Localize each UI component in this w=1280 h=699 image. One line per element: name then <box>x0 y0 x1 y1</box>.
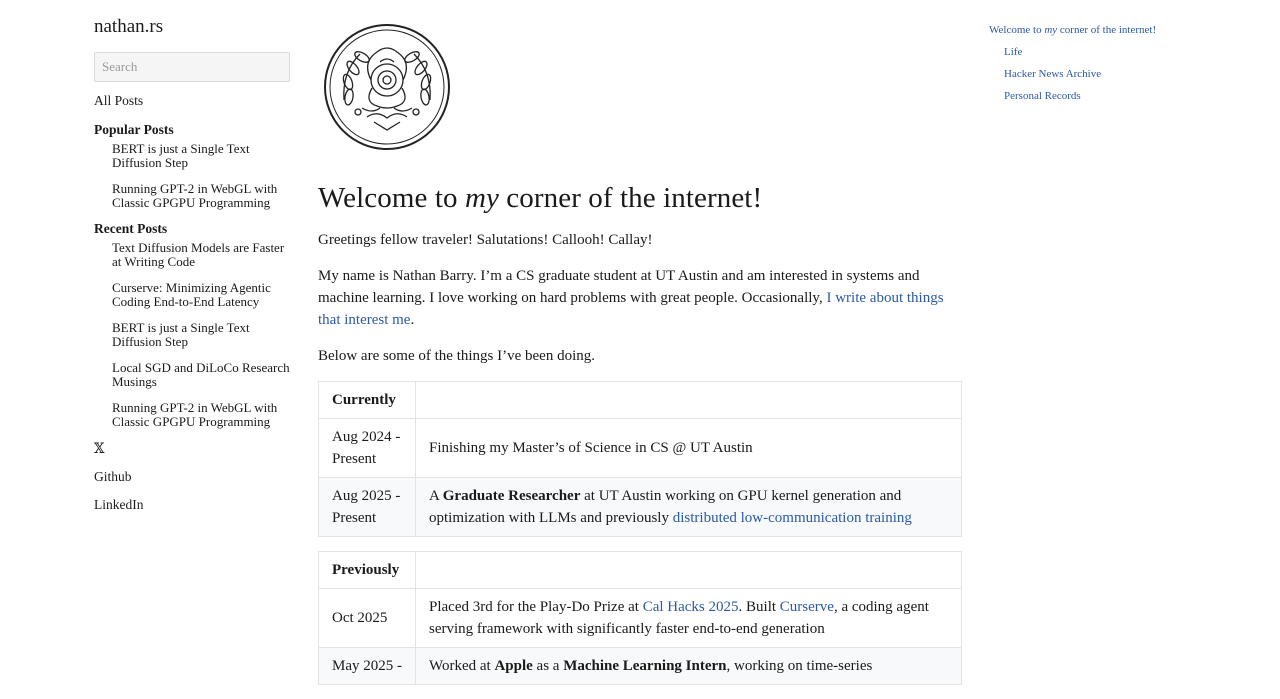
intro-text-end: . <box>410 312 415 328</box>
table-row <box>319 478 962 537</box>
greeting-paragraph: Greetings fellow traveler! Salutations! Callooh! Callay! <box>318 232 653 248</box>
list-item <box>112 281 290 309</box>
table-cell-text: Finishing my Master’s of Science in CS @ UT Austin <box>416 419 962 478</box>
table-cell-date: Aug 2024 - Present <box>319 419 416 478</box>
popular-post-link[interactable]: BERT is just a Single Text Diffusion Step <box>112 141 250 170</box>
intro-paragraph <box>318 265 962 331</box>
table-cell-date: May 2025 - <box>319 648 416 685</box>
table-header: Previously <box>319 552 416 589</box>
recent-post-link[interactable]: Local SGD and DiLoCo Research Musings <box>112 360 290 389</box>
writing-link[interactable]: I write about things that interest me <box>318 290 944 328</box>
page-title <box>318 182 962 215</box>
table-header-empty <box>416 382 962 419</box>
x-logo-icon[interactable]: 𝕏 <box>94 441 105 456</box>
table-cell-text <box>416 648 962 685</box>
search-input[interactable] <box>94 52 290 82</box>
popular-post-link[interactable]: Running GPT-2 in WebGL with Classic GPGPU Programming <box>112 181 278 210</box>
table-cell-date: Oct 2025 <box>319 589 416 648</box>
toc-text: Welcome to <box>989 24 1045 36</box>
table-header-empty <box>416 552 962 589</box>
list-item <box>112 241 290 269</box>
recent-post-link[interactable]: Running GPT-2 in WebGL with Classic GPGPU Programming <box>112 400 278 429</box>
recent-post-link[interactable]: BERT is just a Single Text Diffusion Step <box>112 320 250 349</box>
popular-posts-heading: Popular Posts <box>94 122 174 137</box>
below-paragraph: Below are some of the things I’ve been doing. <box>318 348 596 364</box>
toc-item-hacker-news-archive[interactable]: Hacker News Archive <box>1004 68 1102 80</box>
page-title-text: Welcome to <box>318 182 465 214</box>
intro-text: My name is Nathan Barry. I’m a CS graduate student at UT Austin and am interested in systems and machine learning. I love working on hard problems with great people. Occasionally, <box>318 268 920 306</box>
table-row <box>319 419 962 478</box>
cell-text: . Built <box>738 599 780 615</box>
toc-item-life[interactable]: Life <box>1004 46 1023 58</box>
table-row <box>319 648 962 685</box>
list-item <box>112 182 290 210</box>
all-posts-link[interactable]: All Posts <box>94 93 144 108</box>
recent-posts-heading: Recent Posts <box>94 221 168 236</box>
github-link[interactable]: Github <box>94 469 132 484</box>
cal-hacks-link[interactable]: Cal Hacks 2025 <box>642 599 739 615</box>
table-cell-text <box>416 478 962 537</box>
linkedin-link[interactable]: LinkedIn <box>94 497 144 512</box>
table-row <box>319 589 962 648</box>
cell-bold-text: Apple <box>494 658 533 674</box>
table-of-contents <box>989 23 1189 111</box>
table-header: Currently <box>319 382 416 419</box>
cell-text: , working on time-series <box>726 658 873 674</box>
left-sidebar <box>94 16 290 513</box>
cell-text: Placed 3rd for the Play-Do Prize at <box>429 599 643 615</box>
cell-text: A <box>429 488 443 504</box>
distributed-training-link[interactable]: distributed low-communication training <box>672 510 912 526</box>
main-content <box>318 22 962 699</box>
list-item <box>112 142 290 170</box>
recent-posts-list <box>94 241 290 429</box>
toc-emphasis: my <box>1044 24 1058 36</box>
toc-item-personal-records[interactable]: Personal Records <box>1004 90 1081 102</box>
page-title-emphasis: my <box>464 182 499 214</box>
recent-post-link[interactable]: Text Diffusion Models are Faster at Writing Code <box>112 240 285 269</box>
currently-table <box>318 381 962 537</box>
list-item <box>112 361 290 389</box>
table-cell-date: Aug 2025 - Present <box>319 478 416 537</box>
table-cell-text <box>416 589 962 648</box>
previously-table <box>318 551 962 685</box>
recent-post-link[interactable]: Curserve: Minimizing Agentic Coding End-to-End Latency <box>112 280 271 309</box>
toc-text: corner of the internet! <box>1057 24 1157 36</box>
site-title[interactable]: nathan.rs <box>94 16 164 37</box>
popular-posts-list <box>94 142 290 210</box>
toc-item-welcome[interactable] <box>989 23 1189 37</box>
cell-text: Worked at <box>429 658 495 674</box>
list-item <box>112 321 290 349</box>
page-title-text: corner of the internet! <box>498 182 763 214</box>
curserve-link[interactable]: Curserve <box>779 599 834 615</box>
seal-emblem-icon <box>322 22 452 152</box>
cell-text: as a <box>532 658 564 674</box>
cell-text: , a coding agent serving framework with significantly faster end-to-end generation <box>429 599 929 637</box>
cell-bold-text: Machine Learning Intern <box>563 658 727 674</box>
cell-bold-text: Graduate Researcher <box>442 488 581 504</box>
list-item <box>112 401 290 429</box>
cell-text: at UT Austin working on GPU kernel generation and optimization with LLMs and previously <box>429 488 902 526</box>
